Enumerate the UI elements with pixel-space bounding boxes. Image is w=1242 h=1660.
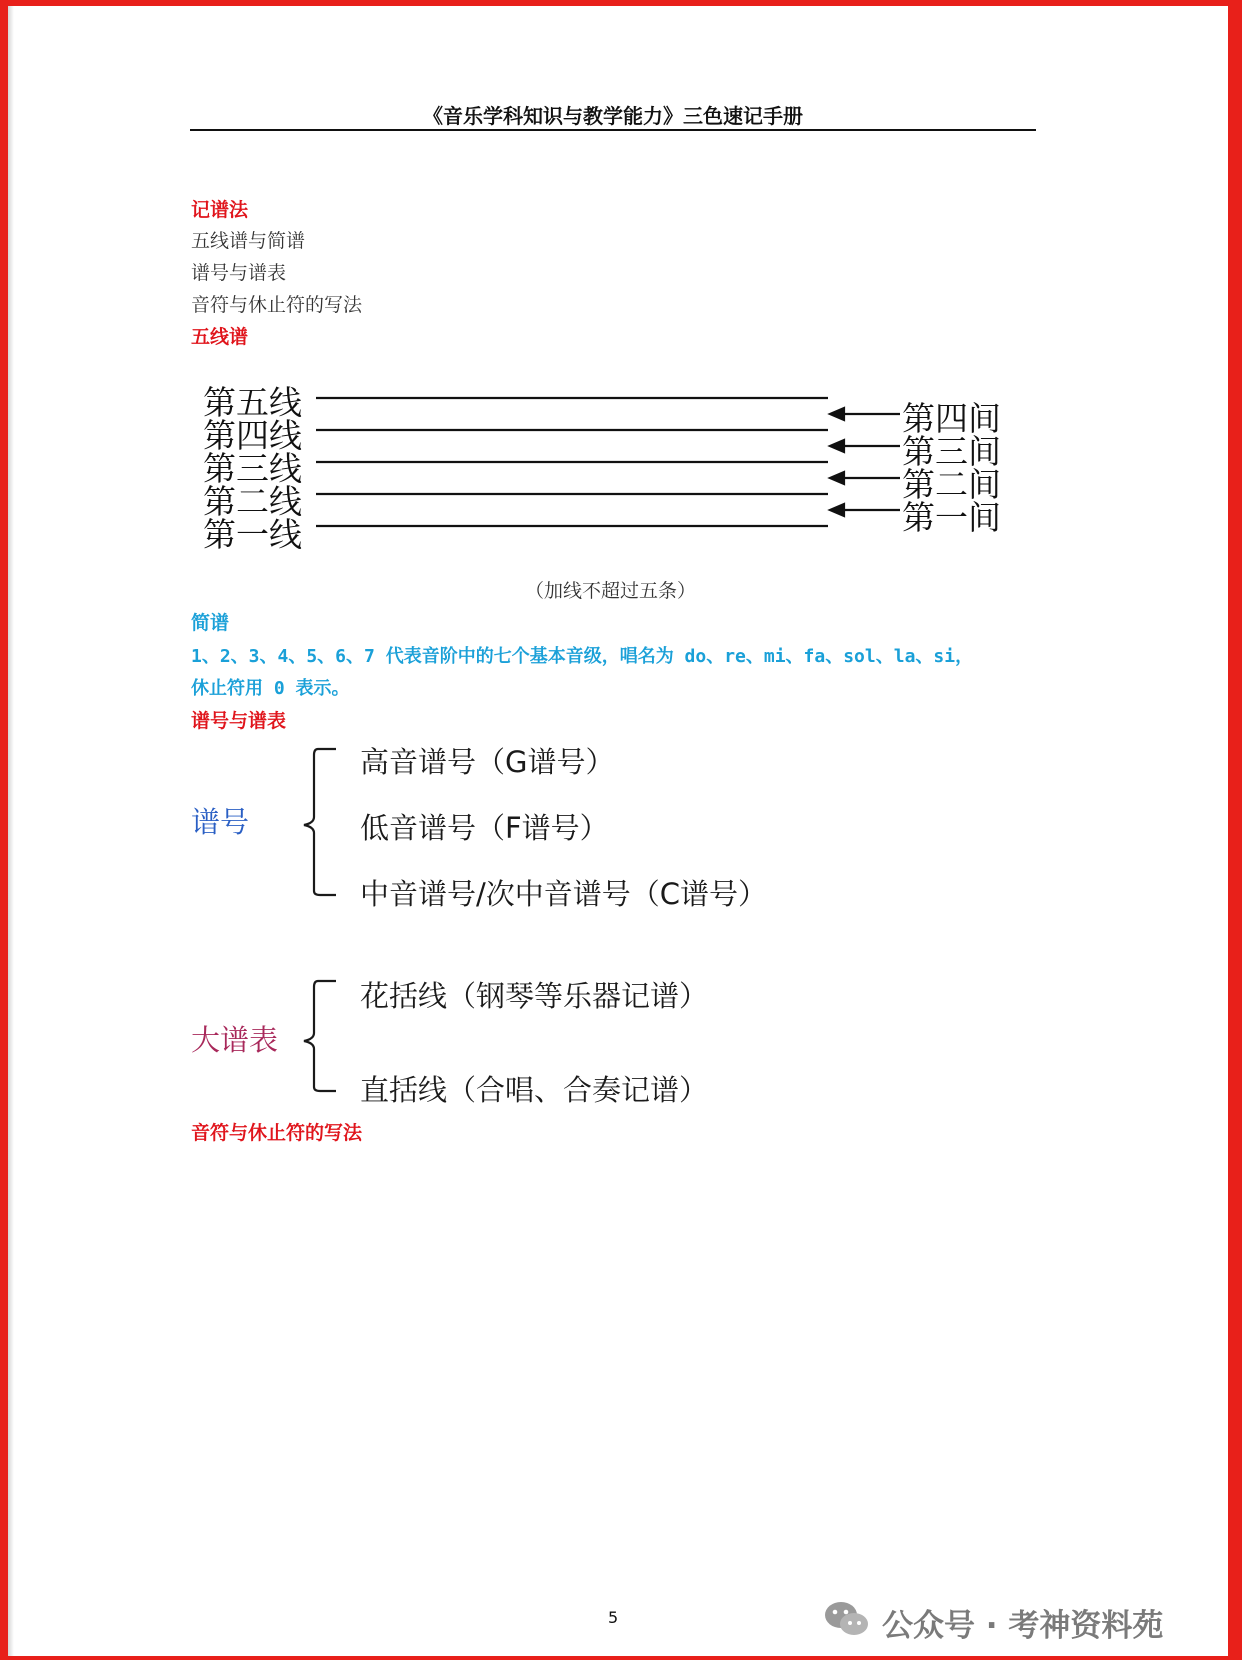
section-title-staff: 五线谱 [191,326,249,348]
page-number: 5 [608,1608,619,1627]
staff-line-label: 第二线 [203,482,302,521]
arrow-head [830,440,844,452]
staff-space-label: 第三间 [902,432,1001,471]
page-header-title: 《音乐学科知识与教学能力》三色速记手册 [423,104,803,128]
jianpu-text-line1: 1、2、3、4、5、6、7 代表音阶中的七个基本音级，唱名为 do、re、mi、fa、sol、la、si， [191,646,974,667]
staff-space-label: 第一间 [902,498,1001,537]
staff-line-label: 第一线 [203,515,302,554]
clef-label: 谱号 [191,805,250,839]
arrow-head [830,408,844,420]
grand-staff-label: 大谱表 [191,1023,279,1057]
staff-line-label: 第五线 [203,383,302,422]
section-title-notation: 记谱法 [191,199,249,221]
grand-staff-item: 花括线（钢琴等乐器记谱） [360,979,709,1013]
staff-space-label: 第二间 [902,465,1001,504]
notation-item: 谱号与谱表 [191,262,287,284]
page-border-bottom [0,1656,1242,1660]
staff-line-label: 第四线 [203,416,302,455]
staff-space-label: 第四间 [902,399,1001,438]
section-title-notes: 音符与休止符的写法 [191,1122,363,1144]
section-title-clef: 谱号与谱表 [191,710,287,732]
arrow-head [830,504,844,516]
clef-item: 低音谱号（F谱号） [360,811,609,845]
jianpu-text-line2: 休止符用 0 表示。 [191,678,350,699]
watermark-text: 公众号 · 考神资料苑 [882,1608,1164,1644]
clef-item: 中音谱号/次中音谱号（C谱号） [360,877,768,911]
section-title-jianpu: 简谱 [191,612,230,634]
grand-staff-item: 直括线（合唱、合奏记谱） [360,1073,709,1107]
wechat-icon [822,1598,872,1640]
clef-brace [290,745,340,900]
grand-staff-brace [290,977,340,1097]
arrow-head [830,472,844,484]
clef-item: 高音谱号（G谱号） [360,745,615,779]
notation-item: 音符与休止符的写法 [191,294,363,316]
notation-item: 五线谱与简谱 [191,230,306,252]
staff-diagram [0,0,1242,600]
staff-caption: （加线不超过五条） [525,580,697,602]
staff-line-label: 第三线 [203,449,302,488]
